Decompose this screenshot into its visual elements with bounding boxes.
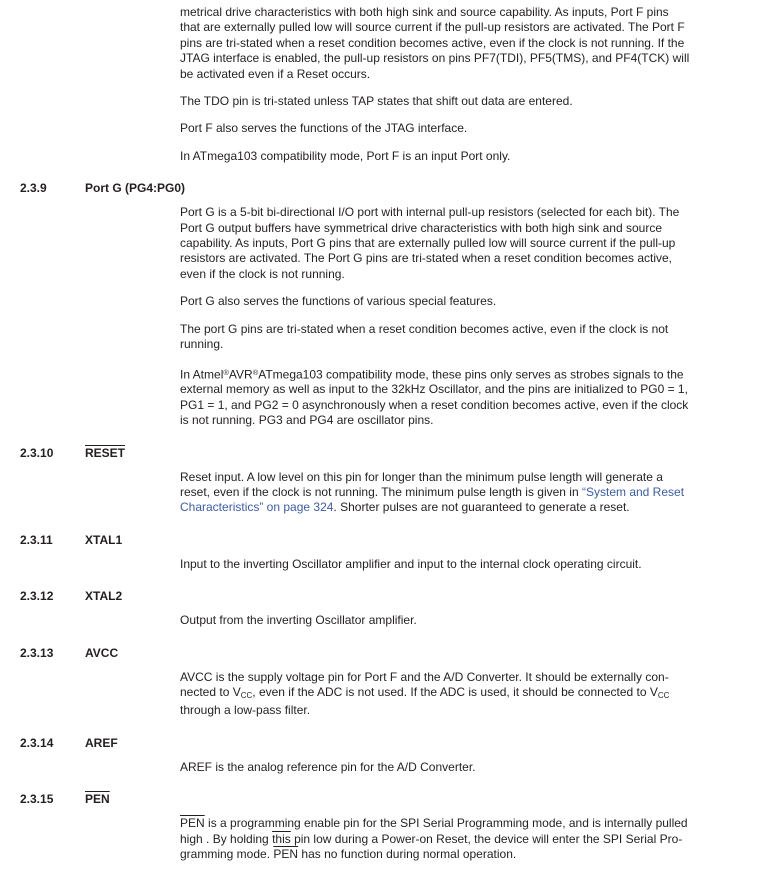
text-line [180,267,775,282]
text-run: that are externally pulled low will source current if the pull-up resistors are activated. The Port F [180,20,685,35]
section-title-text: XTAL1 [85,532,123,547]
section-number: 2.3.11 [20,532,53,547]
text-line [180,685,775,703]
text-run: Reset input. A low level on this pin for longer than the minimum pulse length will generate a [180,469,663,484]
paragraph [180,470,775,516]
text-line [180,670,775,685]
section-continued [0,5,781,164]
text-line [180,36,775,51]
text-line [180,251,775,266]
text-run: reset, even if the clock is not running. The minimum pulse length is given in [180,485,582,500]
text-run: Port F also serves the functions of the JTAG interface. [180,121,468,136]
section-2.3.9 [0,181,781,428]
section-heading [0,792,781,807]
section-body [180,760,775,775]
text-line [180,236,775,251]
text-run: is not running. PG3 and PG4 are oscillator pins. [180,413,434,428]
text-line [180,398,775,413]
text-run: capability. As inputs, Port G pins that are externally pulled low will source current if the pull-up [180,236,676,251]
text-run: The port G pins are tri-stated when a reset condition becomes active, even if the clock is not [180,321,669,336]
text-run: In Atmel [180,367,224,381]
text-run: gramming mode. [180,847,274,862]
section-title-text: AVCC [85,645,119,660]
overlined-text: $\overline{PEN}$ [180,816,205,831]
paragraph [180,5,775,82]
section-title [85,736,118,751]
section-heading [0,589,781,604]
paragraph [180,149,775,164]
text-run: Port G is a 5-bit bi-directional I/O port with internal pull-up resistors (selected for each bit). The [180,205,680,220]
section-title-text: RESET [85,445,126,460]
text-run: , even if the ADC is not used. If the ADC is used, it should be connected to V [252,685,658,700]
overlined-text: this [272,831,291,846]
paragraph [180,322,775,353]
text-run: ATmega103 compatibility mode, these pins only serves as strobes signals to the [258,367,684,381]
text-run: AREF is the analog reference pin for the A/D Converter. [180,759,476,774]
section-title-text: Port G (PG4:PG0) [85,181,186,196]
section-title-text: AREF [85,735,118,750]
section-body [180,613,775,628]
paragraph [180,760,775,775]
section-2.3.13 [0,646,781,719]
section-title [85,533,122,548]
cross-reference-link[interactable]: “System and Reset [581,485,685,500]
section-number: 2.3.9 [20,181,47,196]
registered-trademark-symbol: ® [252,367,259,377]
text-line [180,322,775,337]
text-run: has no function during normal operation. [298,847,517,862]
section-heading [0,181,781,196]
text-run: PG1 = 1, and PG2 = 0 asynchronously when a reset condition becomes active, even if the clock [180,397,689,412]
text-line [180,832,775,847]
text-line [180,5,775,20]
text-run: through a low-pass filter. [180,703,311,718]
text-line [180,816,775,831]
text-line [180,67,775,82]
section-number: 2.3.12 [20,589,54,604]
text-line [180,221,775,236]
section-number: 2.3.14 [20,735,54,750]
text-line [180,51,775,66]
text-line [180,703,775,718]
paragraph [180,365,775,429]
section-2.3.14 [0,736,781,775]
text-line [180,760,775,775]
section-body [180,205,775,428]
section-title [85,589,122,604]
section-heading [0,736,781,751]
paragraph [180,294,775,309]
paragraph [180,205,775,282]
section-body [180,557,775,572]
section-number: 2.3.10 [20,445,54,460]
text-line [180,121,775,136]
text-line [180,365,775,383]
text-run: even if the clock is not running. [180,266,345,281]
text-run: In ATmega103 compatibility mode, Port F is an input Port only. [180,148,511,163]
paragraph [180,557,775,572]
text-line [180,20,775,35]
section-2.3.11 [0,533,781,572]
text-run: external memory as well as input to the 32kHz Oscillator, and the pins are initialized to PG0 = 1, [180,382,688,397]
text-run: JTAG interface is enabled, the pull-up resistors on pins PF7(TDI), PF5(TMS), and PF4(TCK) will [180,51,690,66]
paragraph [180,816,775,862]
section-title-text: $\overline{PEN}$ [85,792,110,807]
registered-trademark-symbol: ® [223,367,229,377]
text-line [180,94,775,109]
section-heading [0,646,781,661]
subscript-text: CC [240,691,253,701]
text-run: resistors are activated. The Port G pins are tri-stated when a reset condition becomes active, [180,251,673,266]
text-line [180,500,775,515]
section-title-text: XTAL2 [85,589,123,604]
text-line [180,149,775,164]
text-run: is a programming enable pin for the SPI Serial Programming mode, and is internally pulled [204,816,688,831]
text-run: be activated even if a Reset occurs. [180,66,371,81]
section-2.3.15 [0,792,781,862]
subscript-text: CC [657,691,670,701]
text-run: The TDO pin is tri-stated unless TAP states that shift out data are entered. [180,94,573,109]
text-line [180,294,775,309]
text-line [180,470,775,485]
section-body [180,470,775,516]
section-heading [0,533,781,548]
section-title [85,792,110,807]
document-content [0,5,781,863]
text-run: running. [180,337,224,352]
paragraph [180,94,775,109]
overlined-text: $\overline{PEN}$ [273,847,299,862]
text-run: Input to the inverting Oscillator amplifier and input to the internal clock operating circuit. [180,556,642,571]
text-run: Output from the inverting Oscillator amplifier. [180,613,417,628]
paragraph [180,670,775,719]
section-number: 2.3.13 [20,645,54,660]
text-line [180,557,775,572]
section-2.3.10 [0,446,781,516]
text-line [180,337,775,352]
text-run: Port G also serves the functions of various special features. [180,294,497,309]
text-run: . Shorter pulses are not guaranteed to generate a reset. [333,500,630,515]
text-run: AVCC is the supply voltage pin for Port F and the A/D Converter. It should be externally con- [180,669,669,684]
text-run: nected to V [180,685,241,700]
paragraph [180,121,775,136]
text-line [180,613,775,628]
text-line [180,382,775,397]
section-heading [0,446,781,461]
text-run: pin low during a Power-on Reset, the device will enter the SPI Serial Pro- [290,831,683,846]
section-number: 2.3.15 [20,792,54,807]
text-run: high . By holding [180,831,273,846]
text-line [180,205,775,220]
text-run: Port G output buffers have symmetrical drive characteristics with both high sink and source [180,220,662,235]
section-body [180,816,775,862]
text-run: AVR [228,367,253,381]
section-2.3.12 [0,589,781,628]
section-body [180,670,775,719]
cross-reference-link[interactable]: Characteristics” on page 324 [180,500,334,515]
paragraph [180,613,775,628]
text-line [180,485,775,500]
section-body [180,5,775,164]
text-run: pins are tri-stated when a reset condition becomes active, even if the clock is not running. If the [180,35,685,50]
section-title [85,446,125,461]
text-run: metrical drive characteristics with both high sink and source capability. As inputs, Port F pins [180,5,669,19]
section-title [85,181,185,196]
text-line [180,413,775,428]
section-title [85,646,118,661]
text-line [180,847,775,862]
